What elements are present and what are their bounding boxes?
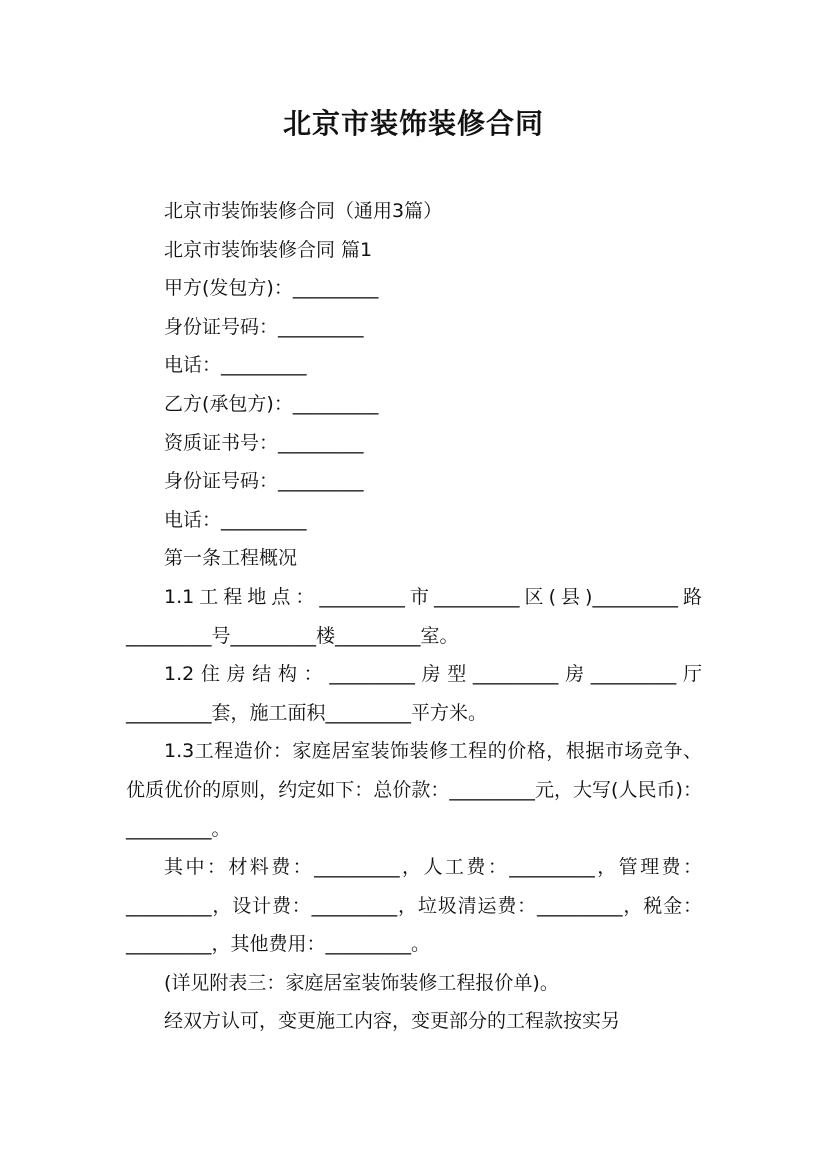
paragraph-party-b-certificate: 资质证书号：_________ xyxy=(164,431,364,454)
paragraph-housing-structure: 1.2住房结构：_________房型_________房_________厅_________套，施工面积_________平方米。 xyxy=(126,663,702,724)
paragraph-article-one: 第一条工程概况 xyxy=(164,547,298,570)
paragraph-project-cost: 1.3工程造价：家庭居室装饰装修工程的价格，根据市场竞争、优质优价的原则，约定如下：总价款：_________元，大写(人民币)：_________。 xyxy=(126,740,702,840)
document-body xyxy=(126,192,702,1041)
paragraph-fee-breakdown: 其中：材料费：_________，人工费：_________，管理费：_________，设计费：_________，垃圾清运费：_________，税金：_________，其他费用：_________。 xyxy=(126,856,702,956)
paragraph-party-a-phone: 电话：_________ xyxy=(164,354,307,377)
paragraph-party-b-phone: 电话：_________ xyxy=(164,508,307,531)
paragraph-change-terms: 经双方认可，变更施工内容，变更部分的工程款按实另 xyxy=(164,1010,621,1033)
paragraph-attachment-note: (详见附表三：家庭居室装饰装修工程报价单)。 xyxy=(164,971,559,994)
paragraph-party-b-id: 身份证号码：_________ xyxy=(164,470,364,493)
paragraph-party-a: 甲方(发包方)：_________ xyxy=(164,277,379,300)
paragraph-party-a-id: 身份证号码：_________ xyxy=(164,315,364,338)
paragraph-party-b: 乙方(承包方)：_________ xyxy=(164,392,379,415)
document-title: 北京市装饰装修合同 xyxy=(282,107,544,140)
paragraph-project-location: 1.1工程地点：_________市_________区(县)_________路_________号_________楼_________室。 xyxy=(126,585,702,647)
paragraph-subtitle: 北京市装饰装修合同（通用3篇） xyxy=(164,200,443,222)
paragraph-section-heading: 北京市装饰装修合同 篇1 xyxy=(164,238,373,261)
